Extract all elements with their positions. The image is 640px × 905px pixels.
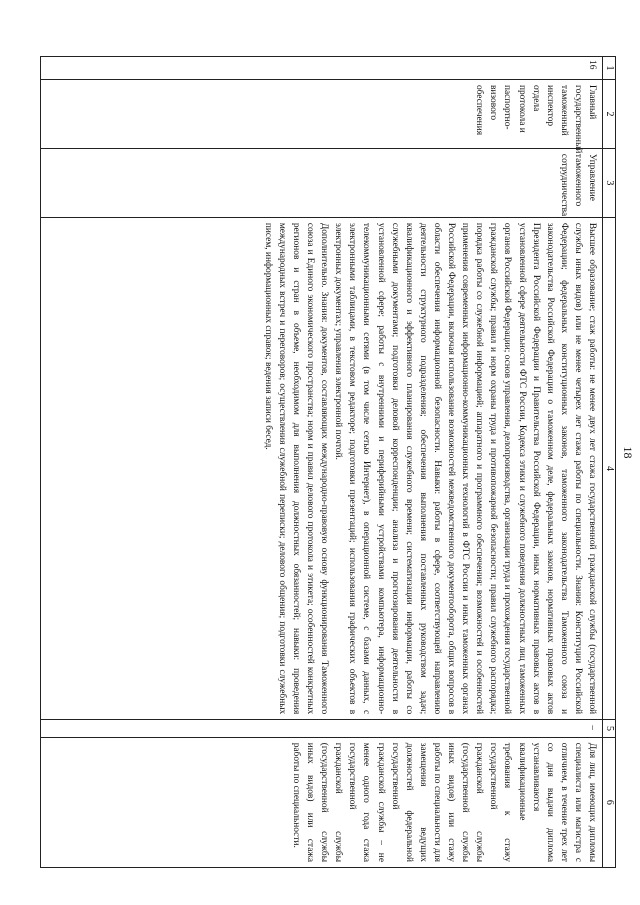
header-col-1: 1 [603,57,616,80]
header-col-5: 5 [603,720,616,738]
row-number: 16 [41,57,603,80]
page-number: 18 [621,446,635,459]
table-body [41,57,603,868]
requirements-table [40,56,616,868]
header-col-2: 2 [603,79,616,148]
qualification-requirements [41,217,603,719]
header-col-4: 4 [603,217,616,719]
requirements-additional: Дополнительно. Знания: документов, составляющих международно-правовую основу функционирования Таможенного союза и Единого экономического пространства; норм и правил делового протокола и этикета; особенностей конкретных регионов и стран в объеме, необходимом для выполнения должностных обязанностей; навыки: проведения международных встреч и переговоров; осуществления служебной переписки; делового общения; подготовки служебных писем, информационных справок; ведения записи бесед. [262,222,330,715]
table-row [41,57,603,868]
header-col-6: 6 [603,737,616,867]
position-title: Главный государственный таможенный инспектор отдела протокола и паспортно-визового обеспечения [41,79,603,148]
header-col-3: 3 [603,148,616,217]
department-name: Управление таможенного сотрудничества [41,148,603,217]
notes-text: Для лиц, имеющих дипломы специалиста или магистра с отличием, в течение трех лет со дня выдачи диплома устанавливаются квалификационные требования к стажу государственной гражданской службы (государственной службы иных видов) или стажу работы по специальности для замещения ведущих должностей федеральной государственной гражданской службы – не менее одного года стажа государственной гражданской службы (государственной службы иных видов) или стажа работы по специальности. [41,737,603,867]
table-header [603,57,616,868]
header-row [603,57,616,868]
requirements-main: Высшее образование; стаж работы: не менее двух лет стажа государственной гражданской службы (государственной службы иных видов) или не менее четырех лет стажа работы по специальности. Знания: Конституции Российской Федерации; федеральных конституционных законов, таможенного законодательства Таможенного союза и законодательства Российской Федерации о таможенном деле, федеральных законов, нормативных правовых актов Президента Российской Федерации и Правительства Российской Федерации, иных нормативных правовых актов в установленной сфере деятельности ФТС России, Кодекса этики и служебного поведения должностных лиц таможенных органов Российской Федерации; основ управления, делопроизводства, организации труда и прохождения государственной гражданской службы; правил и норм охраны труда и противопожарной безопасности; правил служебного распорядка; порядка работы со служебной информацией; аппаратного и программного обеспечения; возможностей и особенностей применения современных информационно-коммуникационных технологий в ФТС России и иных таможенных органах Российской Федерации, включая использование возможностей межведомственного документооборота, общих вопросов в области обеспечения информационной безопасности. Навыки: работы в сфере, соответствующей направлению деятельности структурного подразделения; обеспечения выполнения поставленных руководством задач; квалификационного и эффективного планирования служебного времени; систематизации информации, работы со служебными документами; подготовки деловой корреспонденции; анализа и прогнозирования деятельности в установленной сфере; работы с внутренними и периферийными устройствами компьютера, информационно-телекоммуникационными сетями (в том числе сетью Интернет), в операционной системе, с базами данных, с электронными таблицами, в текстовом редакторе; подготовки презентаций; использования графических объектов в электронных документах; управления электронной почтой. [333,222,597,715]
column-5-value: – [41,720,603,738]
